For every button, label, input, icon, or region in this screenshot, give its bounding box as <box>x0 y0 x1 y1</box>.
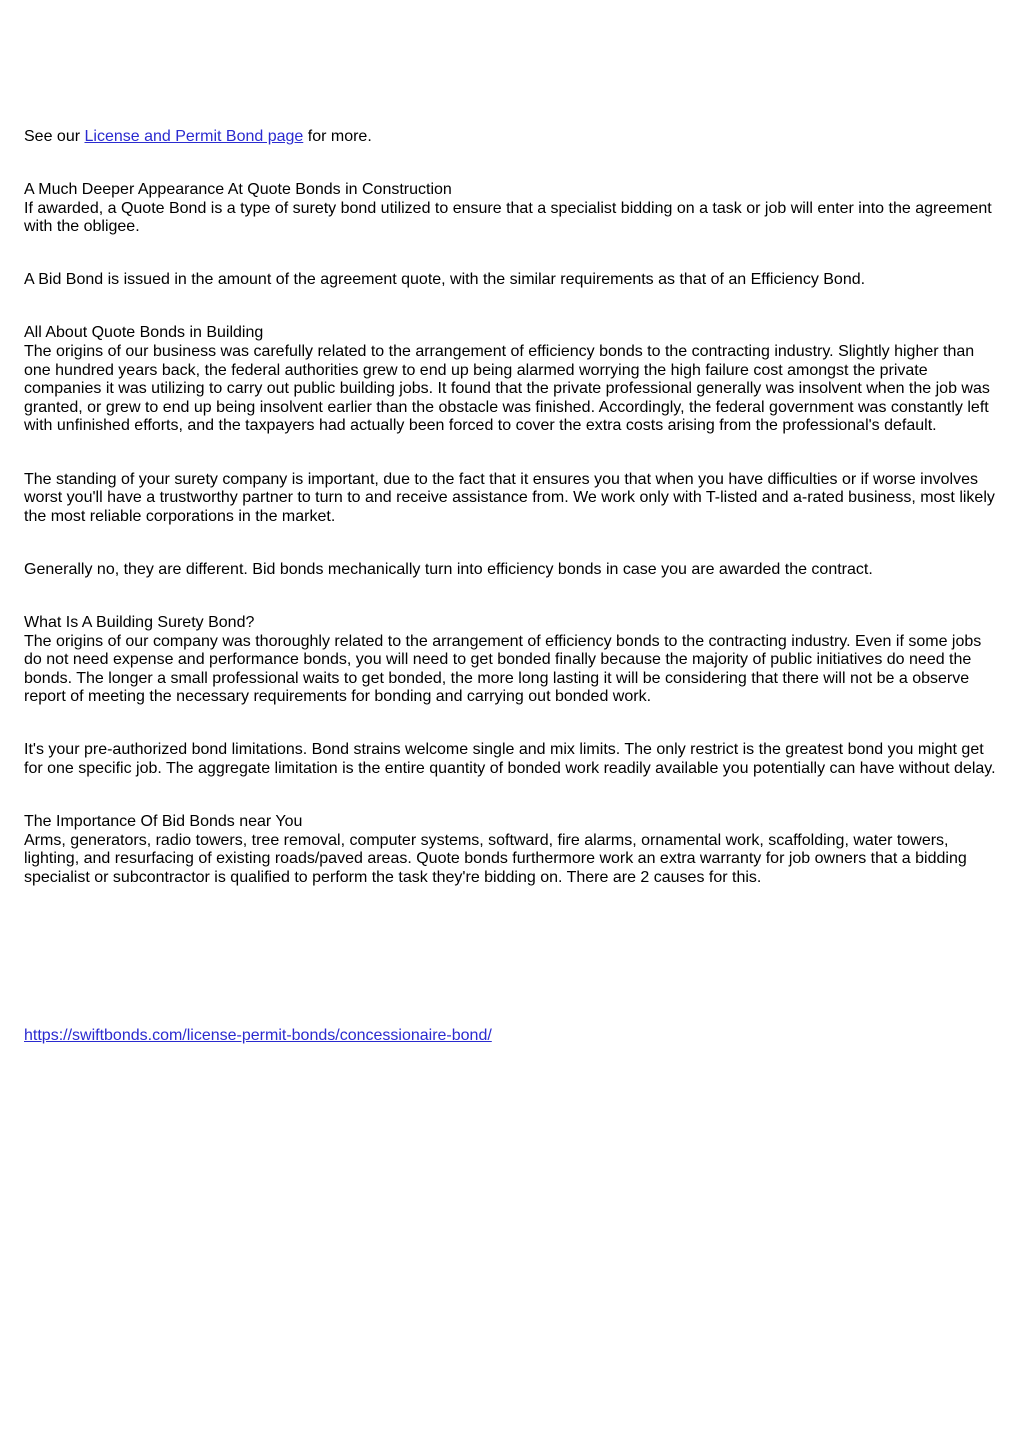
section-heading: The Importance Of Bid Bonds near You <box>24 813 303 831</box>
section-heading: A Much Deeper Appearance At Quote Bonds in Construction <box>24 181 452 199</box>
section-body: The origins of our business was carefully related to the arrangement of efficiency bonds to the contracting industry. Slightly higher than one hundred years back, the federal authorities grew to end up being alarmed worrying the high failure cost amongst the private companies it was utilizing to carry out public building jobs. It found that the private professional generally was insolvent when the job was granted, or grew to end up being insolvent earlier than the obstacle was finished. Accordingly, the federal government was constantly left with unfinished efforts, and the taxpayers had actually been forced to cover the extra costs arising from the professional's default. <box>24 343 990 435</box>
intro-paragraph <box>24 128 1000 147</box>
intro-text-before: See our <box>24 128 85 145</box>
section-heading: What Is A Building Surety Bond? <box>24 613 255 631</box>
section-body: A Bid Bond is issued in the amount of the agreement quote, with the similar requirements as that of an Efficiency Bond. <box>24 271 866 289</box>
section-body: The standing of your surety company is important, due to the fact that it ensures you that when you have difficulties or if worse involves worst you'll have a trustworthy partner to turn to and receive assistance from. We work only with T-listed and a-rated business, most likely the most reliable corporations in the market. <box>24 470 995 525</box>
section-body: If awarded, a Quote Bond is a type of surety bond utilized to ensure that a specialist bidding on a task or job will enter into the agreement with the obligee. <box>24 199 992 236</box>
footer-url-link[interactable]: https://swiftbonds.com/license-permit-bonds/concessionaire-bond/ <box>24 1027 492 1044</box>
intro-text-after: for more. <box>303 128 372 145</box>
section-6 <box>24 614 1000 707</box>
section-body: Generally no, they are different. Bid bonds mechanically turn into efficiency bonds in case you are awarded the contract. <box>24 560 873 578</box>
document-body <box>24 128 1000 922</box>
section-1 <box>24 181 1000 237</box>
section-body: Arms, generators, radio towers, tree removal, computer systems, softward, fire alarms, ornamental work, scaffolding, water towers, lighting, and resurfacing of existing roads/paved areas. Quote bonds furthermore work an extra warranty for job owners that a bidding specialist or subcontractor is qualified to perform the task they're bidding on. There are 2 causes for this. <box>24 831 967 886</box>
section-8 <box>24 813 1000 887</box>
section-body: The origins of our company was thoroughly related to the arrangement of efficiency bonds to the contracting industry. Even if some jobs do not need expense and performance bonds, you will need to get bonded finally because the majority of public initiatives do need the bonds. The longer a small professional waits to get bonded, the more long lasting it will be considering that there will not be a observe report of meeting the necessary requirements for bonding and carrying out bonded work. <box>24 632 982 706</box>
section-7 <box>24 741 1000 778</box>
section-2 <box>24 271 1000 290</box>
section-heading: All About Quote Bonds in Building <box>24 324 264 342</box>
section-5 <box>24 561 1000 580</box>
section-4 <box>24 471 1000 527</box>
section-3 <box>24 324 1000 436</box>
section-body: It's your pre-authorized bond limitations. Bond strains welcome single and mix limits. The only restrict is the greatest bond you might get for one specific job. The aggregate limitation is the entire quantity of bonded work readily available you potentially can have without delay. <box>24 741 996 777</box>
license-permit-bond-link[interactable]: License and Permit Bond page <box>84 128 304 145</box>
